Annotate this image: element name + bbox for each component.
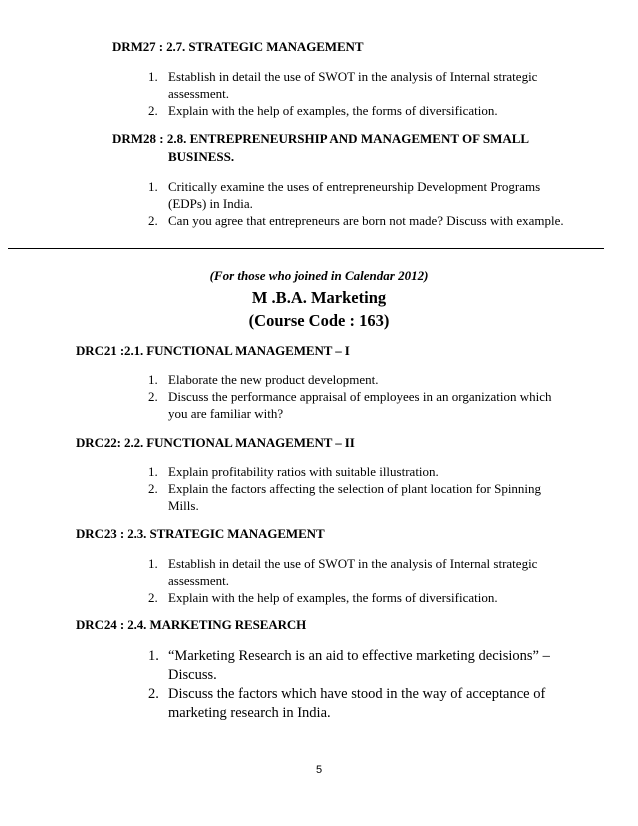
list-item: [148, 463, 568, 480]
question-list-drc23: [148, 555, 568, 606]
item-text: “Marketing Research is an aid to effective marketing decisions” – Discuss.: [168, 648, 550, 683]
list-item: [148, 178, 568, 212]
question-list-drc24: [148, 647, 578, 723]
question-list-drc21: [148, 371, 568, 422]
list-item: [148, 388, 568, 422]
item-number: 2.: [148, 686, 159, 702]
list-item: [148, 555, 568, 589]
calendar-note: (For those who joined in Calendar 2012): [209, 268, 429, 283]
item-text: Explain with the help of examples, the forms of diversification.: [168, 590, 498, 605]
item-text: Discuss the factors which have stood in the way of acceptance of marketing research in India.: [168, 686, 546, 721]
item-text: Establish in detail the use of SWOT in the analysis of Internal strategic assessment.: [168, 556, 538, 588]
list-item: [148, 589, 568, 606]
list-item: [148, 68, 568, 102]
item-number: 2.: [148, 481, 158, 496]
item-number: 2.: [148, 213, 158, 228]
section-heading-drm27: DRM27 : 2.7. STRATEGIC MANAGEMENT: [112, 39, 364, 54]
item-number: 2.: [148, 389, 158, 404]
question-list-drm27: [148, 68, 568, 119]
question-list-drm28: [148, 178, 568, 229]
item-number: 2.: [148, 590, 158, 605]
program-title: M .B.A. Marketing: [251, 288, 387, 307]
list-item: [148, 212, 568, 229]
section-heading-drc23: DRC23 : 2.3. STRATEGIC MANAGEMENT: [76, 526, 325, 541]
item-text: Explain profitability ratios with suitable illustration.: [168, 464, 439, 479]
item-number: 1.: [148, 179, 158, 194]
list-item: [148, 102, 568, 119]
question-list-drc22: [148, 463, 568, 514]
section-heading-drc24: DRC24 : 2.4. MARKETING RESEARCH: [76, 617, 307, 632]
list-item: [148, 371, 568, 388]
item-text: Explain with the help of examples, the forms of diversification.: [168, 103, 498, 118]
section-heading-drm28-line2: BUSINESS.: [168, 149, 235, 164]
item-text: Can you agree that entrepreneurs are born not made? Discuss with example.: [168, 213, 564, 228]
section-heading-drc21: DRC21 :2.1. FUNCTIONAL MANAGEMENT – I: [76, 343, 350, 358]
section-heading-drc22: DRC22: 2.2. FUNCTIONAL MANAGEMENT – II: [76, 435, 355, 450]
item-text: Discuss the performance appraisal of employees in an organization which you are familiar with?: [168, 389, 552, 421]
section-heading-drm28-line1: DRM28 : 2.8. ENTREPRENEURSHIP AND MANAGEMENT OF SMALL: [112, 131, 530, 146]
item-number: 1.: [148, 464, 158, 479]
item-number: 1.: [148, 372, 158, 387]
item-text: Critically examine the uses of entrepreneurship Development Programs (EDPs) in India.: [168, 179, 541, 211]
list-item: [148, 685, 578, 723]
list-item: [148, 480, 568, 514]
item-text: Explain the factors affecting the selection of plant location for Spinning Mills.: [168, 481, 542, 513]
item-number: 1.: [148, 648, 159, 664]
list-item: [148, 647, 578, 685]
item-number: 2.: [148, 103, 158, 118]
page-number: 5: [315, 764, 323, 776]
item-text: Establish in detail the use of SWOT in the analysis of Internal strategic assessment.: [168, 69, 538, 101]
course-code: (Course Code : 163): [248, 311, 390, 330]
item-number: 1.: [148, 69, 158, 84]
item-number: 1.: [148, 556, 158, 571]
item-text: Elaborate the new product development.: [168, 372, 379, 387]
section-divider: [8, 248, 604, 249]
